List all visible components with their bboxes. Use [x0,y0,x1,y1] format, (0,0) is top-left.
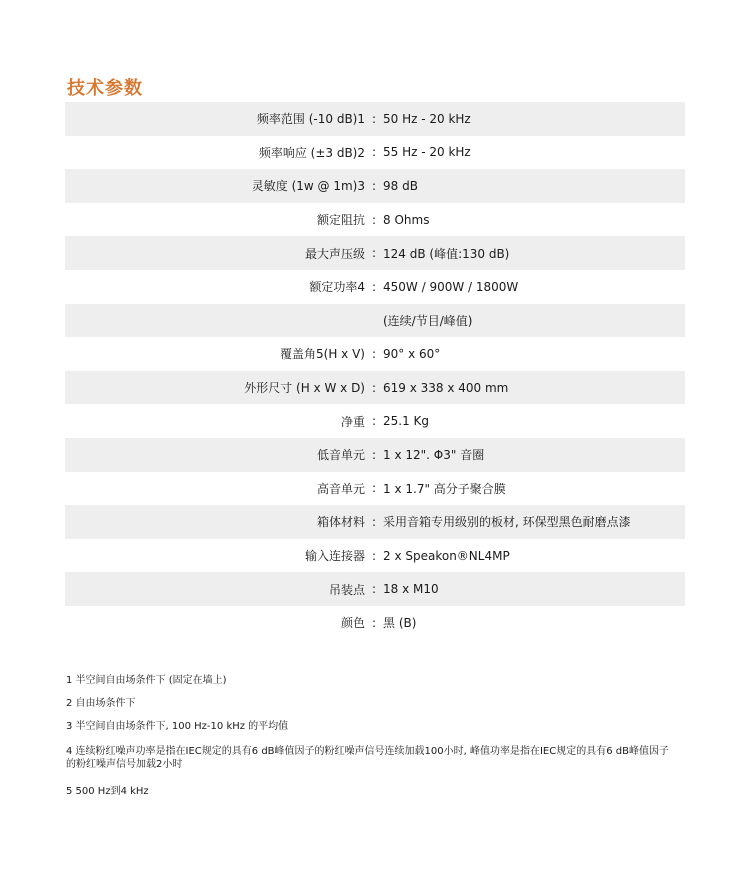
spec-value: 25.1 Kg [383,414,430,429]
footnote: 1 半空间自由场条件下 (固定在墙上) [66,675,227,686]
spec-value: 8 Ohms [383,212,430,227]
spec-row [65,136,685,170]
spec-separator: : [371,414,377,429]
spec-row [65,304,685,338]
spec-label: 灵敏度 (1w @ 1m)3 [251,179,365,194]
spec-row [65,203,685,237]
footnote: 3 半空间自由场条件下, 100 Hz-10 kHz 的平均值 [66,721,289,732]
spec-separator: : [371,246,377,261]
spec-value: 90° x 60° [383,346,441,361]
spec-separator: : [371,582,377,597]
spec-row [65,572,685,606]
spec-row [65,169,685,203]
spec-separator: : [371,178,377,193]
spec-value: 619 x 338 x 400 mm [383,380,509,395]
spec-row [65,337,685,371]
spec-label: 净重 [340,414,365,429]
spec-separator: : [371,145,377,160]
spec-label: 频率范围 (-10 dB)1 [256,112,365,127]
spec-label: 覆盖角5(H x V) [280,347,365,362]
spec-label: 最大声压级 [304,246,365,261]
spec-value: 1 x 1.7" 高分子聚合膜 [383,481,506,496]
spec-value: 18 x M10 [383,582,439,597]
spec-separator: : [371,481,377,496]
spec-label: 吊装点 [328,582,365,597]
spec-value: 124 dB (峰值:130 dB) [383,246,510,261]
spec-label: 箱体材料 [316,515,365,530]
spec-separator: : [371,380,377,395]
spec-value: 450W / 900W / 1800W [383,279,519,294]
spec-label: 频率响应 (±3 dB)2 [258,145,365,160]
footnote: 5 500 Hz到4 kHz [66,786,149,797]
spec-label: 额定功率4 [309,280,365,295]
spec-value: 采用音箱专用级别的板材, 环保型黑色耐磨点漆 [383,515,631,530]
spec-value: 50 Hz - 20 kHz [383,111,471,126]
spec-separator: : [371,615,377,630]
spec-label: 高音单元 [316,481,365,496]
spec-row [65,270,685,304]
spec-value: (连续/节目/峰值) [383,313,473,328]
spec-value: 黑 (B) [383,616,417,631]
spec-table [65,102,685,640]
spec-separator: : [371,447,377,462]
spec-label: 外形尺寸 (H x W x D) [244,381,365,396]
spec-separator: : [371,212,377,227]
spec-label: 输入连接器 [304,549,365,564]
spec-row [65,606,685,640]
spec-row [65,236,685,270]
spec-separator: : [371,279,377,294]
spec-label: 颜色 [340,616,365,631]
footnote: 2 自由场条件下 [66,698,136,709]
spec-separator: : [371,346,377,361]
spec-row [65,472,685,506]
spec-row [65,371,685,405]
footnote: 4 连续粉红噪声功率是指在IEC规定的具有6 dB峰值因子的粉红噪声信号连续加载100小时, 峰值功率是指在IEC规定的具有6 dB峰值因子的粉红噪声信号加载2小时 [66,746,669,770]
spec-separator: : [371,548,377,563]
spec-value: 2 x Speakon®NL4MP [383,548,510,563]
page-title: 技术参数 [67,78,143,99]
spec-label: 低音单元 [316,448,365,463]
spec-row [65,102,685,136]
spec-row [65,539,685,573]
spec-value: 1 x 12". Φ3" 音圈 [383,448,485,463]
spec-value: 55 Hz - 20 kHz [383,145,471,160]
spec-value: 98 dB [383,178,418,193]
spec-row [65,438,685,472]
spec-row [65,505,685,539]
spec-separator: : [371,514,377,529]
spec-row [65,404,685,438]
spec-label: 额定阻抗 [316,213,365,228]
spec-separator: : [371,111,377,126]
